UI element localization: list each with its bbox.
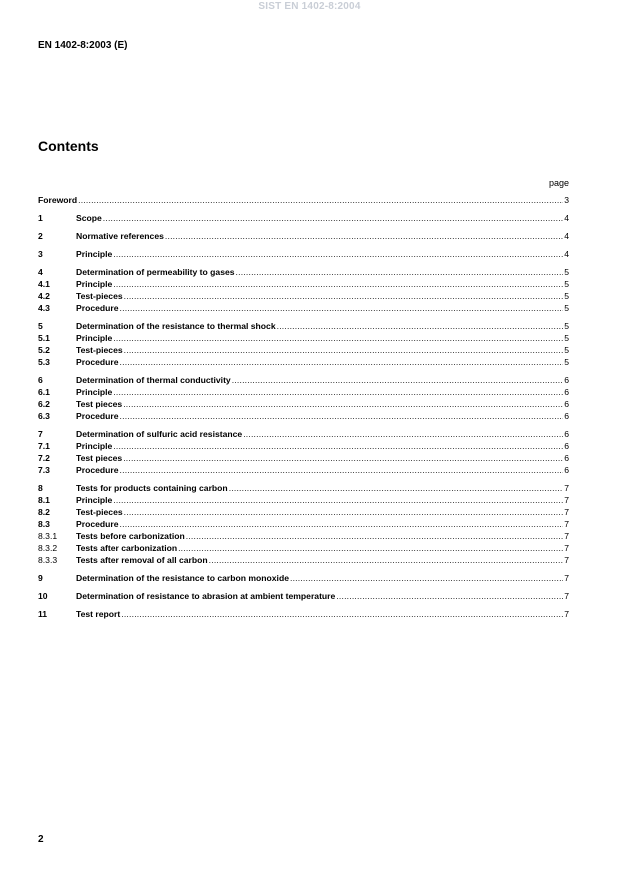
toc-entry[interactable] (38, 506, 569, 518)
toc-entry-number: 9 (38, 573, 43, 583)
toc-entry-title: Tests after carbonization (76, 543, 178, 553)
toc-entry-title: Procedure (76, 519, 119, 529)
toc-leader-dots (277, 320, 564, 332)
toc-entry-number: 7.2 (38, 453, 50, 463)
toc-entry-page: 5 (564, 267, 569, 277)
toc-entry[interactable] (38, 374, 569, 386)
toc-entry-page: 7 (564, 531, 569, 541)
toc-entry-page: 7 (564, 483, 569, 493)
toc-entry[interactable] (38, 572, 569, 584)
toc-entry-page: 4 (564, 213, 569, 223)
toc-entry-page: 4 (564, 249, 569, 259)
toc-entry-title: Determination of permeability to gases (76, 267, 235, 277)
toc-entry-number: 1 (38, 213, 43, 223)
toc-entry-number: 5 (38, 321, 43, 331)
toc-entry-number: 6.3 (38, 411, 50, 421)
toc-entry-page: 4 (564, 231, 569, 241)
toc-entry-title: Scope (76, 213, 102, 223)
toc-entry-number: 6.2 (38, 399, 50, 409)
toc-entry-title: Procedure (76, 303, 119, 313)
toc-entry[interactable] (38, 230, 569, 242)
toc-entry-page: 7 (564, 573, 569, 583)
toc-entry-page: 6 (564, 441, 569, 451)
toc-entry-page: 5 (564, 291, 569, 301)
toc-entry[interactable] (38, 608, 569, 620)
toc-entry[interactable] (38, 290, 569, 302)
toc-entry-title: Tests after removal of all carbon (76, 555, 208, 565)
toc-leader-dots (113, 332, 563, 344)
toc-entry-title: Determination of sulfuric acid resistance (76, 429, 243, 439)
toc-leader-dots (78, 194, 563, 206)
toc-entry-number: 7.3 (38, 465, 50, 475)
watermark: SIST EN 1402-8:2004 (258, 1, 361, 12)
toc-entry[interactable] (38, 452, 569, 464)
toc-entry-title: Principle (76, 387, 113, 397)
toc-entry-title: Procedure (76, 465, 119, 475)
toc-entry-number: 5.2 (38, 345, 50, 355)
toc-entry-page: 3 (564, 195, 569, 205)
toc-leader-dots (165, 230, 563, 242)
toc-entry-title: Principle (76, 279, 113, 289)
toc-entry-title: Principle (76, 249, 113, 259)
toc-entry-foreword[interactable] (38, 194, 569, 206)
toc-entry-number: 6.1 (38, 387, 50, 397)
toc-entry-page: 5 (564, 321, 569, 331)
toc-entry-title: Determination of the resistance to carbon monoxide (76, 573, 289, 583)
toc-entry-title: Tests before carbonization (76, 531, 185, 541)
toc-leader-dots (123, 452, 563, 464)
toc-leader-dots (236, 266, 564, 278)
toc-leader-dots (124, 344, 564, 356)
toc-entry[interactable] (38, 482, 569, 494)
toc-entry-number: 8.3.3 (38, 555, 58, 565)
toc-entry[interactable] (38, 386, 569, 398)
toc-entry[interactable] (38, 494, 569, 506)
toc-entry-page: 5 (564, 333, 569, 343)
toc-entry[interactable] (38, 356, 569, 368)
toc-entry-page: 7 (564, 555, 569, 565)
toc-entry-number: 4.1 (38, 279, 50, 289)
toc-entry[interactable] (38, 266, 569, 278)
page-title: Contents (38, 138, 99, 154)
toc-leader-dots (232, 374, 564, 386)
toc-entry-page: 5 (564, 345, 569, 355)
toc-entry-title: Procedure (76, 411, 119, 421)
toc-entry-title: Test-pieces (76, 291, 123, 301)
toc-entry[interactable] (38, 332, 569, 344)
toc-entry-number: 5.3 (38, 357, 50, 367)
toc-entry[interactable] (38, 530, 569, 542)
toc-entry[interactable] (38, 440, 569, 452)
toc-entry-number: 3 (38, 249, 43, 259)
toc-entry[interactable] (38, 590, 569, 602)
toc-leader-dots (186, 530, 564, 542)
toc-entry-title: Determination of resistance to abrasion at ambient temperature (76, 591, 336, 601)
toc-entry[interactable] (38, 410, 569, 422)
toc-leader-dots (113, 386, 563, 398)
toc-entry[interactable] (38, 428, 569, 440)
toc-leader-dots (113, 278, 563, 290)
toc-entry-number: 8.2 (38, 507, 50, 517)
toc-leader-dots (178, 542, 563, 554)
toc-leader-dots (123, 398, 563, 410)
toc-entry[interactable] (38, 518, 569, 530)
toc-entry-title: Principle (76, 441, 113, 451)
toc-entry-title: Procedure (76, 357, 119, 367)
toc-entry-page: 6 (564, 429, 569, 439)
toc-entry-number: 8.3 (38, 519, 50, 529)
toc-entry-title: Principle (76, 495, 113, 505)
toc-entry-title: Test-pieces (76, 345, 123, 355)
toc-leader-dots (120, 410, 564, 422)
toc-leader-dots (121, 608, 563, 620)
toc-entry-title: Tests for products containing carbon (76, 483, 228, 493)
toc-entry-title: Principle (76, 333, 113, 343)
toc-entry-page: 5 (564, 303, 569, 313)
toc-leader-dots (120, 302, 564, 314)
toc-entry-title: Foreword (38, 195, 78, 205)
toc-leader-dots (113, 248, 563, 260)
toc-entry-number: 8.3.2 (38, 543, 58, 553)
toc-entry-page: 7 (564, 519, 569, 529)
toc-entry-title: Determination of the resistance to thermal shock (76, 321, 276, 331)
page-number: 2 (38, 834, 44, 845)
toc-leader-dots (113, 494, 563, 506)
toc-leader-dots (103, 212, 563, 224)
toc-entry-number: 4.3 (38, 303, 50, 313)
toc-leader-dots (120, 518, 564, 530)
toc-entry-number: 11 (38, 609, 48, 619)
toc-entry-number: 4.2 (38, 291, 50, 301)
toc-entry-number: 8.3.1 (38, 531, 58, 541)
toc-leader-dots (124, 290, 564, 302)
toc-leader-dots (229, 482, 564, 494)
toc-entry-title: Determination of thermal conductivity (76, 375, 231, 385)
toc-leader-dots (209, 554, 564, 566)
toc-entry-number: 5.1 (38, 333, 50, 343)
toc-entry-title: Test pieces (76, 399, 123, 409)
toc-entry-number: 4 (38, 267, 43, 277)
toc-entry-page: 7 (564, 591, 569, 601)
toc-leader-dots (336, 590, 563, 602)
toc-entry-page: 6 (564, 465, 569, 475)
toc-entry[interactable] (38, 398, 569, 410)
toc-entry-number: 2 (38, 231, 43, 241)
toc-entry-page: 6 (564, 375, 569, 385)
toc-entry-number: 8.1 (38, 495, 50, 505)
toc-entry-number: 7.1 (38, 441, 50, 451)
toc-entry-page: 6 (564, 387, 569, 397)
toc-entry-page: 6 (564, 453, 569, 463)
page-column-label: page (548, 178, 569, 188)
toc-leader-dots (120, 464, 564, 476)
toc-entry-page: 5 (564, 279, 569, 289)
toc-entry[interactable] (38, 212, 569, 224)
toc-entry-title: Test pieces (76, 453, 123, 463)
toc-leader-dots (243, 428, 563, 440)
toc-entry[interactable] (38, 464, 569, 476)
toc-leader-dots (120, 356, 564, 368)
toc-entry[interactable] (38, 344, 569, 356)
toc-entry[interactable] (38, 302, 569, 314)
toc-entry-number: 10 (38, 591, 48, 601)
toc-entry[interactable] (38, 248, 569, 260)
toc-entry[interactable] (38, 278, 569, 290)
toc-leader-dots (290, 572, 563, 584)
toc-entry-title: Test-pieces (76, 507, 123, 517)
document-id: EN 1402-8:2003 (E) (38, 40, 128, 51)
table-of-contents (38, 194, 569, 620)
toc-entry-page: 6 (564, 399, 569, 409)
toc-entry-page: 7 (564, 507, 569, 517)
toc-leader-dots (113, 440, 563, 452)
toc-entry[interactable] (38, 542, 569, 554)
toc-entry[interactable] (38, 320, 569, 332)
toc-entry[interactable] (38, 554, 569, 566)
toc-entry-page: 5 (564, 357, 569, 367)
toc-leader-dots (124, 506, 564, 518)
toc-entry-number: 6 (38, 375, 43, 385)
toc-entry-page: 7 (564, 609, 569, 619)
toc-entry-page: 6 (564, 411, 569, 421)
toc-entry-page: 7 (564, 495, 569, 505)
toc-entry-title: Normative references (76, 231, 164, 241)
toc-entry-number: 7 (38, 429, 43, 439)
toc-entry-page: 7 (564, 543, 569, 553)
toc-entry-title: Test report (76, 609, 121, 619)
toc-entry-number: 8 (38, 483, 43, 493)
